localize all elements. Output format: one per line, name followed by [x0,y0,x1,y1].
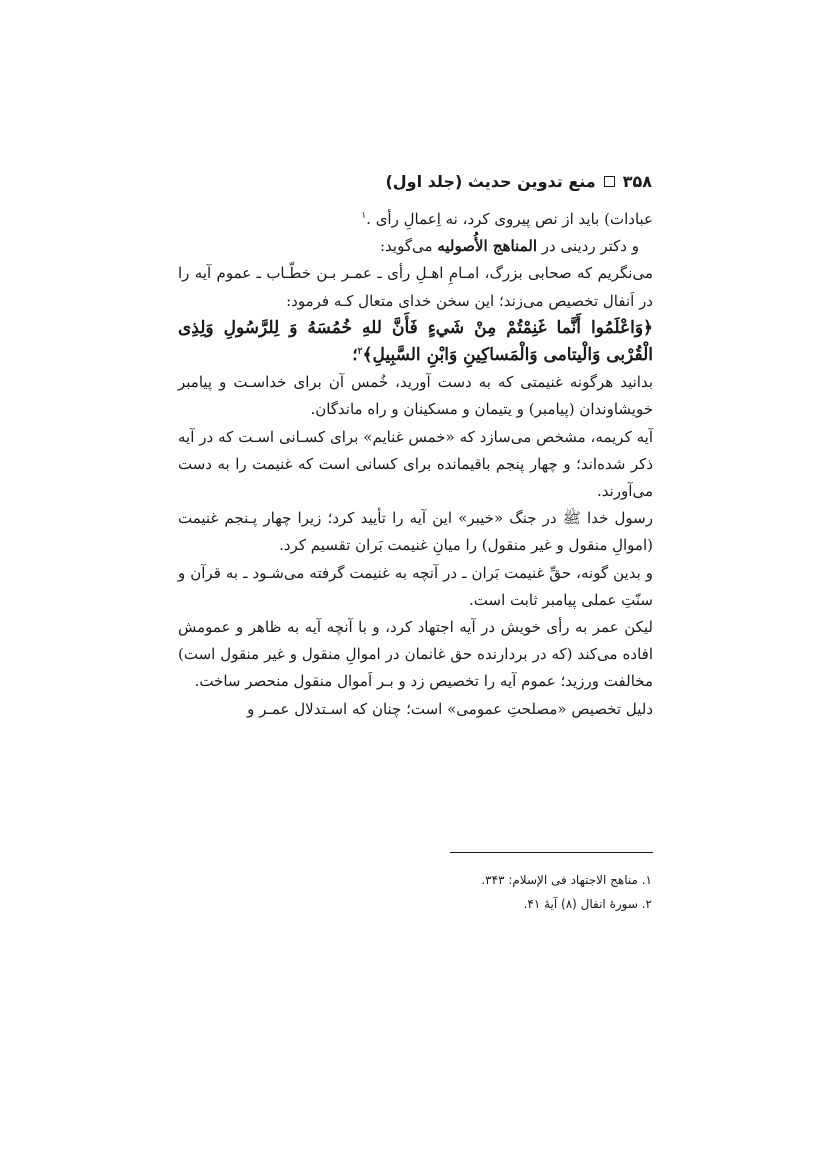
punctuation: ؛ [352,345,358,366]
paragraph: آیه کریمه، مشخص می‌سازد که «خمس غنایم» برای کسـانی اسـت که در آیه ذکر شده‌اند؛ و چهار پنجم باقیمانده برای کسانی است که غنیمت را به دست می‌آورند. [178,427,653,501]
paragraph: دلیل تخصیص «مصلحتِ عمومی» است؛ چنان که اسـتدلال عمـر و [247,699,653,718]
footnote-divider [450,852,653,853]
square-icon [604,176,615,187]
quran-verse [178,315,653,369]
main-text [178,206,653,723]
book-title: منع تدوین حدیث (جلد اول) [385,172,596,191]
paragraph-text: می‌گوید: [380,237,433,256]
paragraph: رسول خدا ﷺ در جنگ «خیبر» این آیه را تأیید کرد؛ زیرا چهار پـنجم غنیمت (اموالِ منقول و غیر منقول) را میانِ غنیمت بَران تقسیم کرد. [178,509,653,555]
book-name: المناهج الأُصولیه [437,237,537,256]
paragraph [178,233,653,260]
quran-text: ﴿وَاعْلَمُوا أَنَّما غَنِمْتُمْ مِنْ شَيءٍ فَأَنَّ للهِ خُمُسَهُ وَ لِلرَّسُولِ وَلِذِی الْقُرْبی وَالْيتامی وَالْمَساكِينِ وَابْنِ السَّبِيلِ﴾ [178,317,653,366]
footnote: ۲. سورهٔ انفال (۸) آیهٔ ۴۱. [523,897,652,911]
paragraph: لیکن عمر به رأی خویش در آیه اجتهاد کرد، و با آنچه آیه به ظاهر و عمومش افاده می‌کند (که در بردارنده حق غانمان در اموالِ منقول و غیر منقول است) مخالفت ورزید؛ عموم آیه را تخصیص زد و بـر اَموال منقول منحصر ساخت. [178,618,653,691]
paragraph-text: عبادات) باید از نص پیروی کرد، نه اِعمالِ رأی . [366,210,653,228]
paragraph [178,206,653,233]
footnote-ref: ۲ [357,346,363,357]
paragraph-text: و دکتر ردینی در [541,237,639,256]
footnote: ۱. مناهج الاجتهاد فی الإسلام: ۳۴۳. [481,873,652,887]
page-number: ۳۵۸ [622,172,652,191]
quote-paragraph: می‌نگریم که صحابی بزرگ، امـامِ اهـلِ رأی ـ عمـر بـن خطّـاب ـ عموم آیه را در اَنفال تخصیص می‌زند؛ این سخن خدای متعال کـه فرمود: [178,264,653,310]
page-header [385,172,652,191]
footnote-ref: ۱ [361,211,367,221]
paragraph: و بدین گونه، حقِّ غنیمت بَران ـ در آنچه به غنیمت گرفته می‌شـود ـ به قرآن و سنّتِ عملی پیامبر ثابت است. [178,563,653,609]
paragraph: بدانید هرگونه غنیمتی که به دست آورید، خُمس آن برای خداسـت و پیامبر خویشاوندان (پیامبر) و یتیمان و مسکینان و راه ماندگان. [178,373,653,419]
footnotes [481,868,652,916]
